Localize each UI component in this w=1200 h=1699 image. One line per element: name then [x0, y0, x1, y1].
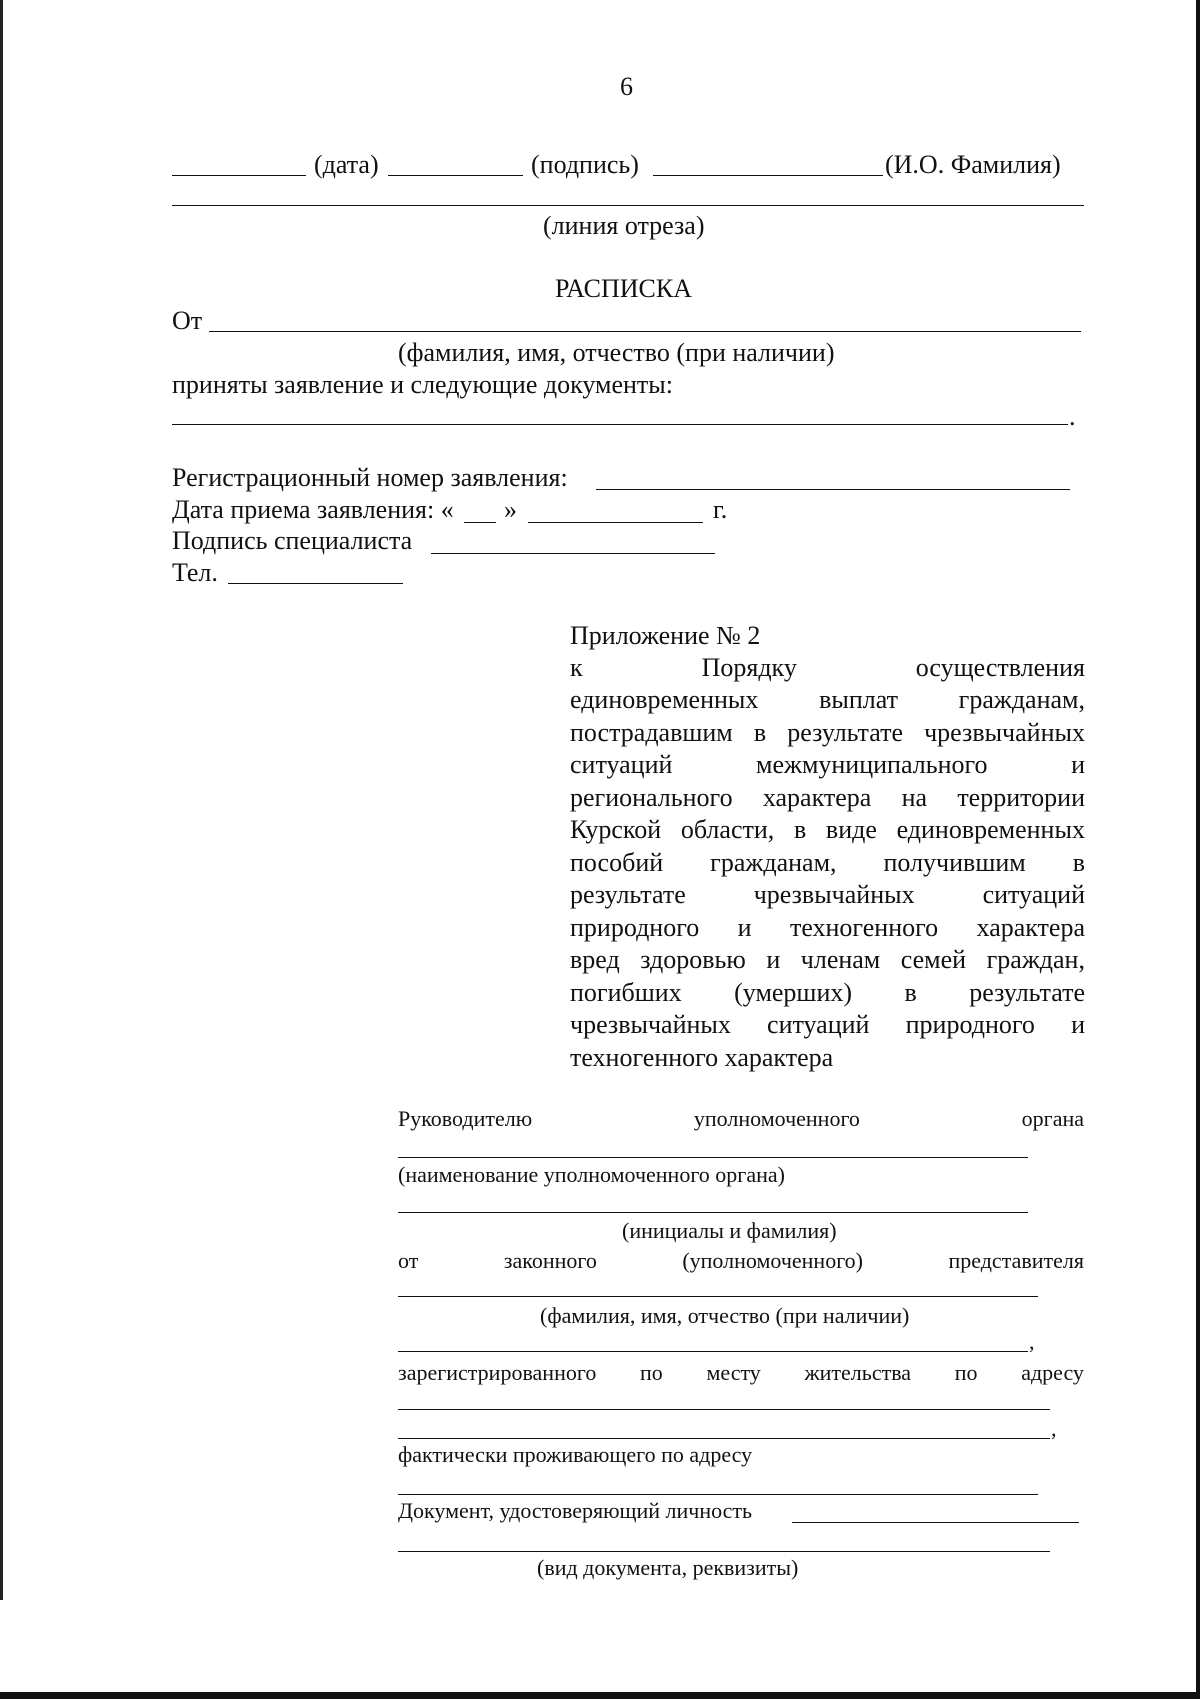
appendix-word: осуществления	[915, 653, 1085, 682]
from-name-line	[209, 331, 1081, 332]
documents-list-line	[172, 424, 1068, 425]
addressee-line	[398, 1108, 1084, 1130]
accepted-documents-text: приняты заявление и следующие документы:	[172, 370, 673, 399]
appendix-word: регионального	[570, 783, 733, 812]
id-document-caption: (вид документа, реквизиты)	[537, 1555, 799, 1580]
authority-name-line	[398, 1157, 1028, 1158]
rep-word: от	[398, 1248, 419, 1273]
actual-address-line	[398, 1494, 1038, 1495]
appendix-word: единовременных	[896, 815, 1085, 844]
rep-word: законного	[503, 1248, 597, 1273]
appendix-word: граждан,	[986, 945, 1085, 974]
appendix-word: ситуаций	[982, 880, 1085, 909]
appendix-line-3	[570, 720, 1085, 746]
date-received-prefix: Дата приема заявления: «	[172, 495, 454, 524]
appendix-line-9	[570, 915, 1085, 941]
appendix-word: пострадавшим	[570, 718, 733, 747]
from-representative-line	[398, 1250, 1084, 1272]
appendix-line-1	[570, 655, 1085, 681]
appendix-word: в	[1072, 848, 1085, 877]
authority-caption: (наименование уполномоченного органа)	[398, 1162, 785, 1187]
appendix-word: и	[1071, 1010, 1085, 1039]
rep-word: (уполномоченного)	[682, 1248, 864, 1273]
appendix-line-5	[570, 785, 1085, 811]
scan-left-edge	[0, 0, 3, 1600]
appendix-last-line: техногенного характера	[570, 1043, 834, 1072]
date-received-month-line	[528, 522, 703, 523]
registered-word: зарегистрированного	[398, 1360, 597, 1385]
appendix-word: чрезвычайных	[570, 1010, 731, 1039]
addressee-word: органа	[1021, 1106, 1084, 1131]
from-label: От	[172, 306, 203, 335]
registered-address-line	[398, 1362, 1084, 1384]
appendix-word: гражданам,	[958, 685, 1085, 714]
appendix-line-6	[570, 817, 1085, 843]
rep-word: представителя	[948, 1248, 1084, 1273]
appendix-word: вред	[570, 945, 620, 974]
appendix-heading: Приложение № 2	[570, 621, 761, 650]
registered-word: по	[640, 1360, 663, 1385]
appendix-word: чрезвычайных	[924, 718, 1085, 747]
appendix-line-11	[570, 980, 1085, 1006]
registered-address-blank-2	[398, 1438, 1050, 1439]
appendix-word: результате	[570, 880, 686, 909]
appendix-line-8	[570, 882, 1085, 908]
scan-bottom-edge	[0, 1692, 1200, 1699]
appendix-word: погибших	[570, 978, 682, 1007]
appendix-word: гражданам,	[710, 848, 837, 877]
date-received-day-line	[464, 522, 496, 523]
phone-label: Тел.	[172, 558, 218, 587]
signature-blank-line	[388, 175, 523, 176]
appendix-word: получившим	[883, 848, 1026, 877]
appendix-word: семей	[900, 945, 967, 974]
appendix-word: межмуниципального	[755, 750, 988, 779]
appendix-word: области,	[680, 815, 775, 844]
id-document-label: Документ, удостоверяющий личность	[398, 1498, 753, 1523]
id-document-details-line	[398, 1551, 1050, 1552]
appendix-word: виде	[825, 815, 877, 844]
appendix-line-12	[570, 1012, 1085, 1038]
date-received-mid: »	[504, 495, 517, 524]
name-blank-line	[653, 175, 883, 176]
appendix-line-4	[570, 752, 1085, 778]
appendix-word: членам	[800, 945, 881, 974]
rep-name-line	[398, 1296, 1038, 1297]
cut-line	[172, 205, 1084, 206]
appendix-word: Порядку	[701, 653, 797, 682]
rep-name-comma: ,	[1029, 1329, 1035, 1354]
appendix-word: в	[793, 815, 807, 844]
appendix-word: выплат	[819, 685, 898, 714]
appendix-word: природного	[570, 913, 700, 942]
appendix-line-7	[570, 850, 1085, 876]
registered-word: жительства	[804, 1360, 912, 1385]
appendix-line-10	[570, 947, 1085, 973]
appendix-word: ситуаций	[570, 750, 673, 779]
initials-caption: (инициалы и фамилия)	[622, 1218, 837, 1243]
addressee-word: уполномоченного	[693, 1106, 860, 1131]
appendix-word: результате	[969, 978, 1085, 1007]
registered-word: адресу	[1021, 1360, 1084, 1385]
rep-name-line-2	[398, 1351, 1028, 1352]
phone-line	[228, 583, 403, 584]
appendix-word: в	[904, 978, 917, 1007]
appendix-word: здоровью	[640, 945, 746, 974]
reg-number-line	[596, 489, 1070, 490]
actual-address-label: фактически проживающего по адресу	[398, 1442, 753, 1467]
registered-word: по	[954, 1360, 978, 1385]
reg-number-label: Регистрационный номер заявления:	[172, 463, 568, 492]
appendix-word: ситуаций	[767, 1010, 870, 1039]
registered-address-comma: ,	[1051, 1416, 1057, 1441]
specialist-signature-line	[431, 553, 715, 554]
appendix-word: территории	[957, 783, 1085, 812]
appendix-line-2	[570, 687, 1085, 713]
rep-name-caption: (фамилия, имя, отчество (при наличии)	[540, 1303, 910, 1328]
page-number: 6	[620, 72, 633, 101]
appendix-word: характера	[762, 783, 872, 812]
date-blank-line	[172, 175, 306, 176]
appendix-word: единовременных	[570, 685, 759, 714]
from-caption: (фамилия, имя, отчество (при наличии)	[398, 338, 835, 367]
appendix-word: техногенного	[789, 913, 939, 942]
initials-line	[398, 1212, 1028, 1213]
name-label: (И.О. Фамилия)	[885, 150, 1061, 179]
addressee-word: Руководителю	[398, 1106, 533, 1131]
appendix-word: и	[737, 913, 752, 942]
date-received-suffix: г.	[713, 495, 728, 524]
date-label: (дата)	[314, 150, 379, 179]
specialist-signature-label: Подпись специалиста	[172, 526, 413, 555]
appendix-word: природного	[905, 1010, 1035, 1039]
appendix-word: и	[1071, 750, 1085, 779]
registered-word: месту	[706, 1360, 761, 1385]
appendix-word: результате	[787, 718, 903, 747]
appendix-word: чрезвычайных	[753, 880, 915, 909]
registered-address-blank-1	[398, 1409, 1050, 1410]
appendix-word: и	[766, 945, 781, 974]
id-document-line	[792, 1522, 1079, 1523]
documents-list-end: .	[1069, 402, 1076, 431]
appendix-word: пособий	[570, 848, 664, 877]
appendix-word: в	[753, 718, 767, 747]
appendix-word: Курской	[570, 815, 662, 844]
appendix-word: на	[901, 783, 928, 812]
receipt-title: РАСПИСКА	[555, 274, 692, 303]
appendix-word: (умерших)	[734, 978, 853, 1007]
cut-line-label: (линия отреза)	[543, 211, 705, 240]
appendix-word: характера	[976, 913, 1085, 942]
scan-right-edge	[1196, 0, 1200, 1699]
appendix-word: к	[570, 653, 583, 682]
signature-label: (подпись)	[531, 150, 639, 179]
